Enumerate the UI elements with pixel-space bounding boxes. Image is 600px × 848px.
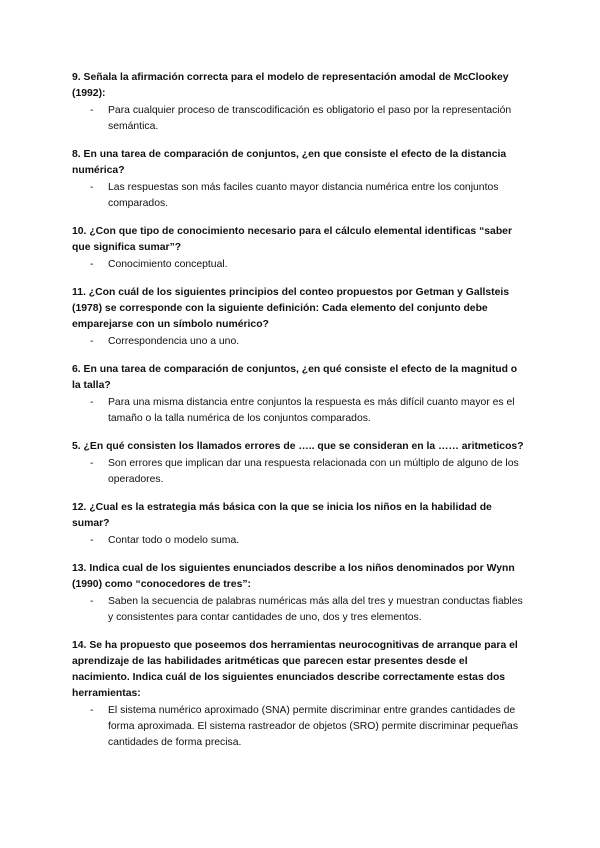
answer-item (72, 395, 527, 427)
question-title: 13. Indica cual de los siguientes enunciados describe a los niños denominados por Wynn (1990) como “conocedores de tres”: (72, 563, 515, 590)
answer-item (72, 334, 527, 350)
answer-item (72, 594, 527, 626)
dash-bullet: - (90, 336, 94, 347)
answer-item (72, 257, 527, 273)
dash-bullet: - (90, 259, 94, 270)
answer-item (72, 180, 527, 212)
answer-text: El sistema numérico aproximado (SNA) permite discriminar entre grandes cantidades de forma aproximada. El sistema rastreador de objetos (SRO) permite discriminar pequeñas cantidades de forma precisa. (108, 705, 519, 748)
question-block (72, 285, 527, 350)
question-title: 6. En una tarea de comparación de conjuntos, ¿en qué consiste el efecto de la magnitud o la talla? (72, 364, 518, 391)
answer-text: Correspondencia uno a uno. (108, 336, 240, 347)
dash-bullet: - (90, 535, 94, 546)
answer-item (72, 103, 527, 135)
question-title: 12. ¿Cual es la estrategia más básica con la que se inicia los niños en la habilidad de sumar? (72, 502, 492, 529)
dash-bullet: - (90, 458, 94, 469)
answer-text: Saben la secuencia de palabras numéricas más alla del tres y muestran conductas fiables y consistentes para contar cantidades de uno, dos y tres elementos. (108, 596, 523, 623)
answer-text: Conocimiento conceptual. (108, 259, 228, 270)
question-title: 11. ¿Con cuál de los siguientes principios del conteo propuestos por Getman y Gallsteis (1978) se corresponde con la siguiente definición: Cada elemento del conjunto debe emparejarse con un símbolo numérico? (72, 287, 510, 330)
question-block (72, 224, 527, 273)
dash-bullet: - (90, 705, 94, 716)
question-block (72, 147, 527, 212)
answer-text: Para cualquier proceso de transcodificación es obligatorio el paso por la representación semántica. (108, 105, 512, 132)
question-title: 5. ¿En qué consisten los llamados errores de ….. que se consideran en la …… aritmeticos? (72, 441, 524, 452)
question-title: 8. En una tarea de comparación de conjuntos, ¿en que consiste el efecto de la distancia numérica? (72, 149, 507, 176)
answer-item (72, 533, 527, 549)
answer-item (72, 456, 527, 488)
question-block (72, 561, 527, 626)
answer-text: Contar todo o modelo suma. (108, 535, 240, 546)
question-block (72, 362, 527, 427)
dash-bullet: - (90, 182, 94, 193)
question-block (72, 70, 527, 135)
dash-bullet: - (90, 397, 94, 408)
question-title: 14. Se ha propuesto que poseemos dos herramientas neurocognitivas de arranque para el aprendizaje de las habilidades aritméticas que parecen estar presentes desde el nacimiento. Indica cuál de los siguientes enunciados describe correctamente estas dos herramientas: (72, 640, 518, 699)
answer-text: Para una misma distancia entre conjuntos la respuesta es más difícil cuanto mayor es el tamaño o la talla numérica de los conjuntos comparados. (108, 397, 515, 424)
question-block (72, 500, 527, 549)
dash-bullet: - (90, 596, 94, 607)
question-block (72, 638, 527, 751)
document-page (72, 70, 527, 763)
question-title: 10. ¿Con que tipo de conocimiento necesario para el cálculo elemental identificas “saber que significa sumar”? (72, 226, 512, 253)
question-title: 9. Señala la afirmación correcta para el modelo de representación amodal de McClookey (1992): (72, 72, 509, 99)
answer-text: Las respuestas son más faciles cuanto mayor distancia numérica entre los conjuntos comparados. (108, 182, 499, 209)
answer-item (72, 703, 527, 751)
dash-bullet: - (90, 105, 94, 116)
answer-text: Son errores que implican dar una respuesta relacionada con un múltiplo de alguno de los operadores. (108, 458, 519, 485)
question-block (72, 439, 527, 488)
